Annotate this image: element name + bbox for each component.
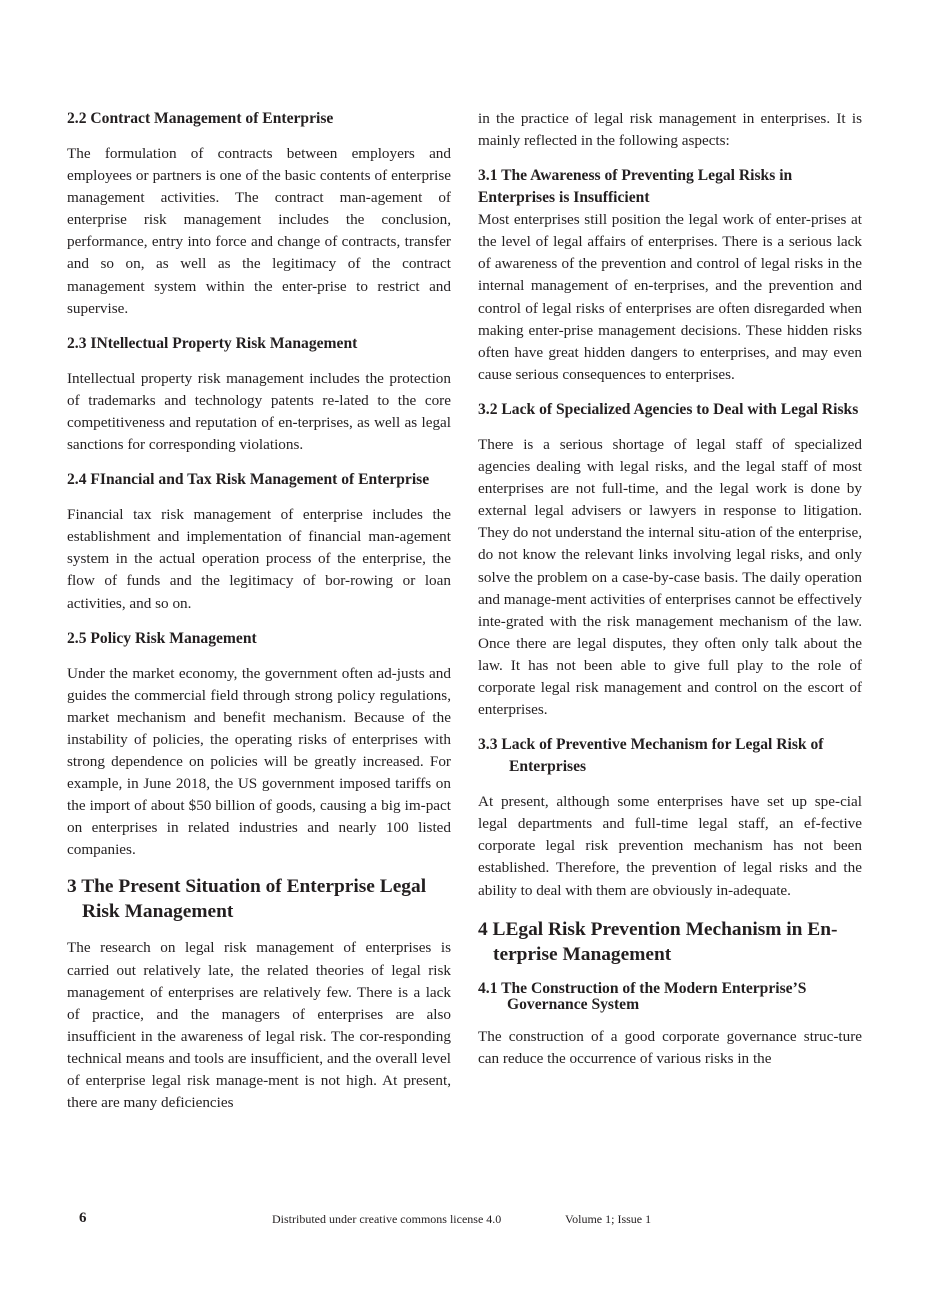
heading-4: 4 LEgal Risk Prevention Mechanism in En-terprise Management — [478, 918, 838, 965]
paragraph-3-2: There is a serious shortage of legal staff of specialized agencies dealing with legal risks, and the legal staff of most enterprises are not full-time, and the legal work is done by external legal advisers or lawyers in response to litigation. They do not understand the internal situ-ation of the enterprise, do not know the relevant links involving legal risks, and only solve the problem on a case-by-case basis. The daily operation and manage-ment activities of enterprises cannot be effectively inte-grated with the risk management mechanism of the law. Once there are legal disputes, they often only talk about the law. It has not been able to give full play to the role of corporate legal risk management and control on the escort of enterprises. — [478, 435, 862, 719]
heading-3-1: 3.1 The Awareness of Preventing Legal Risks in Enterprises is Insufficient — [478, 167, 793, 207]
paragraph-3-3: At present, although some enterprises have set up spe-cial legal departments and full-time legal staff, an ef-fective corporate legal risk prevention mechanism has not been established. Therefore, the prevention of legal risks and the ability to deal with them are obviously in-adequate. — [478, 793, 862, 899]
left-column — [67, 108, 451, 1114]
heading-4-1: 4.1 The Construction of the Modern Enterprise’S Governance System — [478, 979, 807, 1013]
heading-3-3: 3.3 Lack of Preventive Mechanism for Legal Risk of Enterprises — [478, 736, 824, 776]
volume-issue: Volume 1; Issue 1 — [565, 1212, 652, 1226]
paragraph-4-1: The construction of a good corporate governance struc-ture can reduce the occurrence of various risks in the — [478, 1027, 862, 1067]
page-number: 6 — [79, 1210, 87, 1226]
paragraph-2-2: The formulation of contracts between employers and employees or partners is one of the basic contents of enterprise management activities. The contract man-agement of enterprise risk management includes the conclusion, performance, entry into force and change of contracts, transfer and so on, as well as the legitimacy of the contract management system within the enter-prise to restrict and supervise. — [67, 145, 451, 317]
heading-2-2: 2.2 Contract Management of Enterprise — [67, 110, 334, 127]
paragraph-3-continued: in the practice of legal risk management in enterprises. It is mainly reflected in the following aspects: — [478, 110, 862, 150]
heading-3-2: 3.2 Lack of Specialized Agencies to Deal with Legal Risks — [478, 400, 859, 418]
heading-2-3: 2.3 INtellectual Property Risk Management — [67, 334, 358, 352]
heading-2-5: 2.5 Policy Risk Management — [67, 629, 257, 647]
heading-3: 3 The Present Situation of Enterprise Legal Risk Management — [67, 876, 427, 923]
license-text: Distributed under creative commons license 4.0 — [272, 1212, 502, 1226]
paragraph-3: The research on legal risk management of enterprises is carried out relatively late, the related theories of legal risk management of enterprises are relatively few. There is a lack of practice, and the managers of enterprises are also insufficient in the awareness of legal risk. The cor-responding technical means and tools are insufficient, and the overall level of enterprise legal risk manage-ment is not high. At present, there are many deficiencies — [67, 939, 451, 1112]
heading-2-4: 2.4 FInancial and Tax Risk Management of Enterprise — [67, 471, 430, 489]
paragraph-2-3: Intellectual property risk management includes the protection of trademarks and technology patents re-lated to the core competitiveness and reputation of en-terprises, as well as legal sanctions for corresponding violations. — [67, 369, 451, 454]
right-column — [478, 108, 862, 1070]
paragraph-2-5: Under the market economy, the government often ad-justs and guides the commercial field through strong policy regulations, market mechanism and benefit mechanism. Because of the instability of policies, the operating risks of enterprises with strong dependence on policies will be greatly increased. For example, in June 2018, the US government imposed tariffs on the import of about $50 billion of goods, causing a big im-pact on enterprises in related industries and nearly 100 listed companies. — [67, 664, 451, 859]
paragraph-3-1: Most enterprises still position the legal work of enter-prises at the level of legal affairs of enterprises. There is a serious lack of awareness of the prevention and control of legal risks in the internal management of en-terprises, and the prevention and control of legal risks of enterprises are often disregarded when making enter-prise management decisions. These hidden risks often have great hidden dangers to enterprises, and may even cause serious consequences to enterprises. — [478, 211, 862, 383]
paragraph-2-4: Financial tax risk management of enterprise includes the establishment and implementation of financial man-agement system in the actual operation process of the enterprise, the flow of funds and the legitimacy of bor-rowing or loan activities, and so on. — [67, 506, 451, 612]
